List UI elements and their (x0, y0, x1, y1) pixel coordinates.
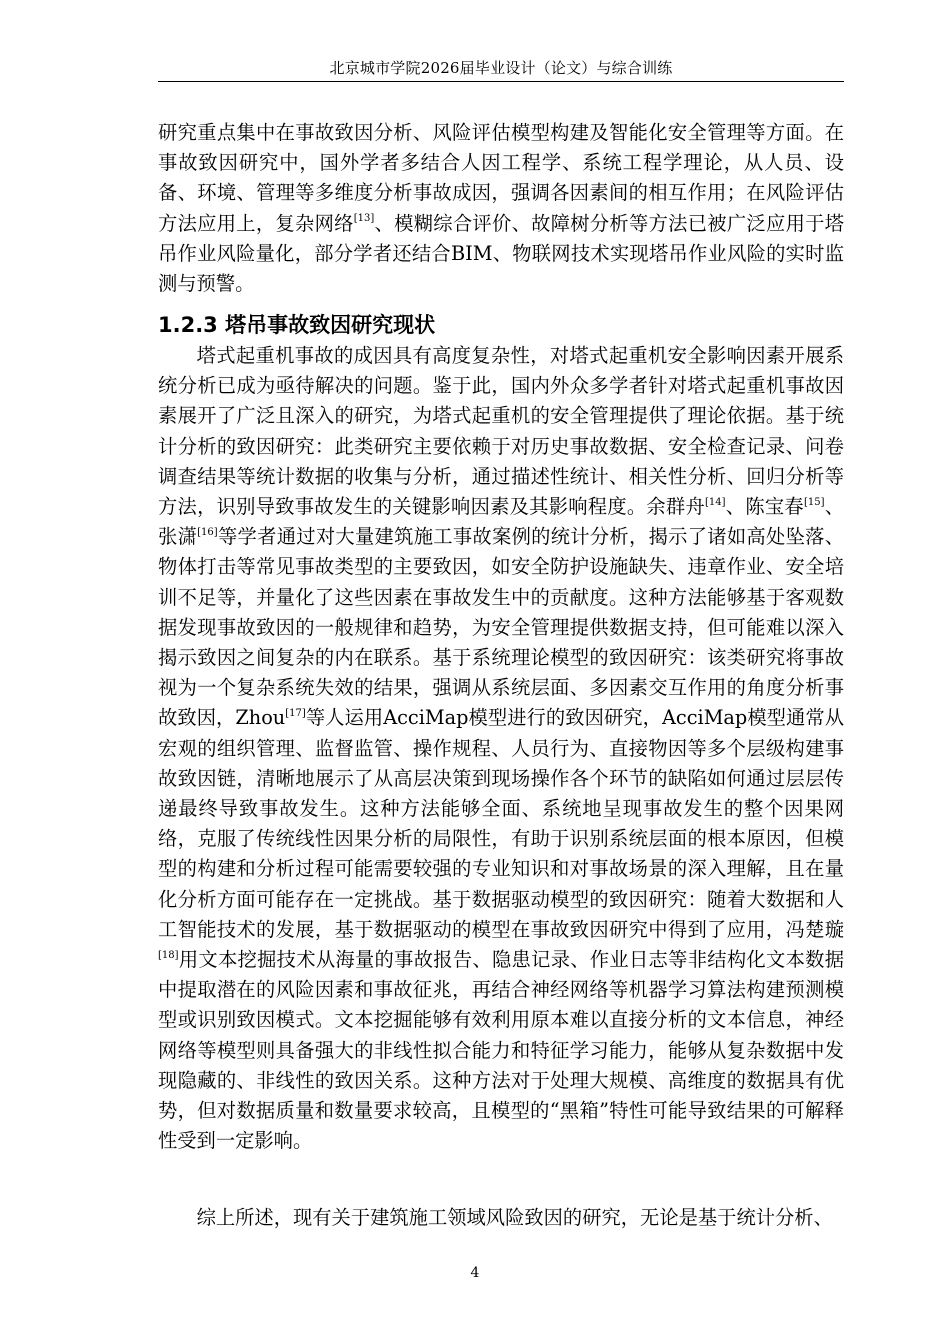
paragraph-3 (158, 1203, 844, 1233)
text-run: 塔式起重机事故的成因具有高度复杂性，对塔式起重机安全影响因素开展系统分析已成为亟待解决的问题。鉴于此，国内外众多学者针对塔式起重机事故因素展开了广泛且深入的研究，为塔式起重机的安全管理提供了理论依据。基于统计分析的致因研究：此类研究主要依赖于对历史事故数据、安全检查记录、问卷调查结果等统计数据的收集与分析，通过描述性统计、相关性分析、回归分析等方法，识别导致事故发生的关键影响因素及其影响程度。余群舟 (158, 344, 844, 519)
text-run: 、张潇 (158, 495, 845, 549)
paragraph-text (158, 341, 844, 1156)
page-header: 北京城市学院2026届毕业设计（论文）与综合训练 (329, 59, 673, 77)
paragraph-text: 综上所述，现有关于建筑施工领域风险致因的研究，无论是基于统计分析、 (196, 1206, 833, 1229)
text-run: 等人运用AcciMap模型进行的致因研究，AcciMap模型通常从宏观的组织管理、监督监管、操作规程、人员行为、直接物因等多个层级构建事故致因链，清晰地展示了从高层决策到现场操作各个环节的缺陷如何通过层层传递最终导致事故发生。这种方法能够全面、系统地呈现事故发生的整个因果网络，克服了传统线性因果分析的局限性，有助于识别系统层面的根本原因，但模型的构建和分析过程可能需要较强的专业知识和对事故场景的深入理解，且在量化分析方面可能存在一定挑战。基于数据驱动模型的致因研究：随着大数据和人工智能技术的发展，基于数据驱动的模型在事故致因研究中得到了应用，冯楚璇 (158, 706, 844, 941)
text-run: 研究重点集中在事故致因分析、风险评估模型构建及智能化安全管理等方面。在事故致因研究中，国外学者多结合人因工程学、系统工程学理论，从人员、设备、环境、管理等多维度分析事故成因，强调各因素间的相互作用；在风险评估方法应用上，复杂网络 (158, 121, 844, 235)
section-heading: 1.2.3 塔吊事故致因研究现状 (158, 313, 436, 337)
text-run: 、陈宝春 (725, 495, 804, 519)
citation-13[interactable]: [13] (353, 213, 375, 225)
citation-18[interactable]: [18] (158, 949, 179, 961)
paragraph-2 (158, 341, 844, 1156)
citation-17[interactable]: [17] (285, 708, 306, 720)
paragraph-1 (158, 118, 844, 299)
page-number: 4 (470, 1265, 480, 1281)
text-run: 用文本挖掘技术从海量的事故报告、隐患记录、作业日志等非结构化文本数据中提取潜在的风险因素和事故征兆，再结合神经网络等机器学习算法构建预测模型或识别致因模式。文本挖掘能够有效利用原本难以直接分析的文本信息，神经网络等模型则具备强大的非线性拟合能力和特征学习能力，能够从复杂数据中发现隐藏的、非线性的致因关系。这种方法对于处理大规模、高维度的数据具有优势，但对数据质量和数量要求较高，且模型的“黑箱”特性可能导致结果的可解释性受到一定影响。 (158, 948, 844, 1153)
citation-14[interactable]: [14] (705, 496, 726, 508)
citation-15[interactable]: [15] (803, 496, 825, 508)
text-run: 等学者通过对大量建筑施工事故案例的统计分析，揭示了诸如高处坠落、物体打击等常见事故类型的主要致因，如安全防护设施缺失、违章作业、安全培训不足等，并量化了这些因素在事故发生中的贡献度。这种方法能够基于客观数据发现事故致因的一般规律和趋势，为安全管理提供数据支持，但可能难以深入揭示致因之间复杂的内在联系。基于系统理论模型的致因研究：该类研究将事故视为一个复杂系统失效的结果，强调从系统层面、多因素交互作用的角度分析事故致因，Zhou (158, 525, 845, 730)
citation-16[interactable]: [16] (197, 526, 218, 538)
text-run: 、模糊综合评价、故障树分析等方法已被广泛应用于塔吊作业风险量化，部分学者还结合BIM、物联网技术实现塔吊作业风险的实时监测与预警。 (158, 211, 845, 296)
header-rule (158, 81, 844, 82)
paragraph-text (158, 118, 844, 299)
